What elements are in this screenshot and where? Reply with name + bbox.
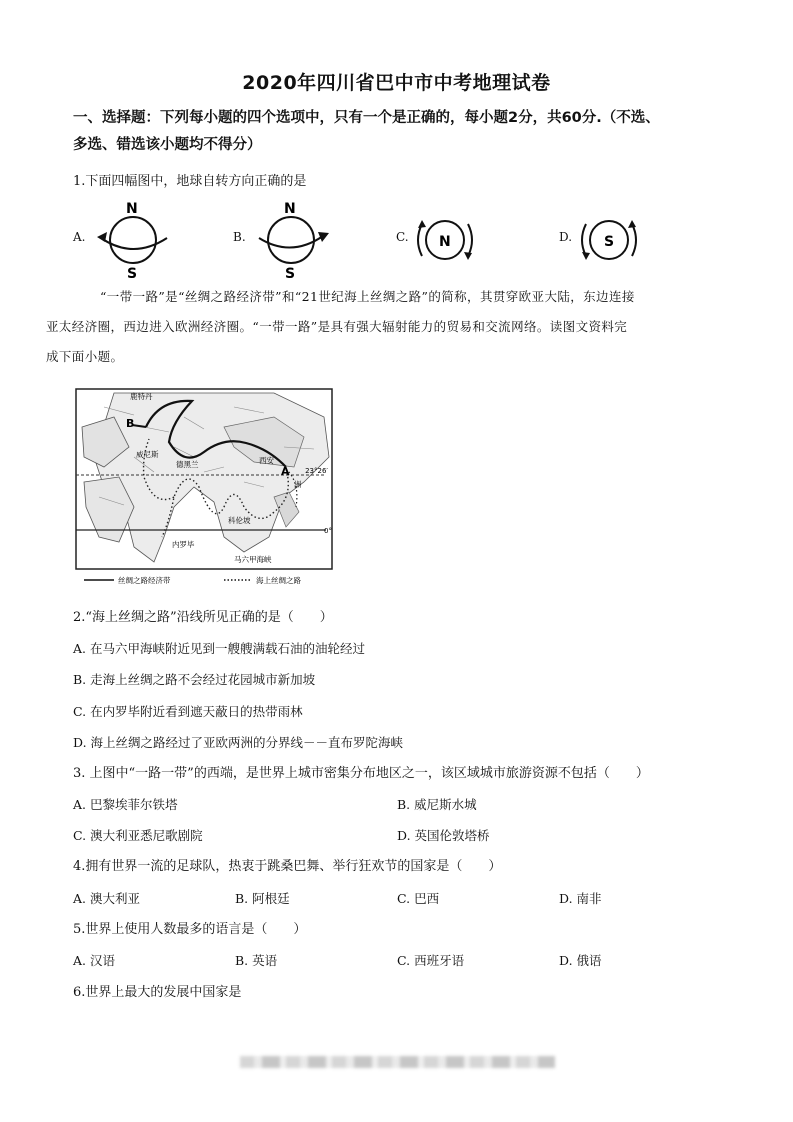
- polar-c-center: N: [439, 234, 451, 250]
- legend-sea-label: 海上丝绸之路: [256, 576, 301, 585]
- option-a-label: A.: [73, 230, 86, 244]
- reading-passage: [46, 282, 721, 372]
- map-label-tehran: 德黑兰: [176, 460, 199, 469]
- question-4-option-c: C. 巴西: [397, 891, 440, 906]
- question-2-option-a: A. 在马六甲海峡附近见到一艘艘满载石油的油轮经过: [73, 641, 365, 656]
- map-label-nairobi: 内罗毕: [172, 540, 195, 549]
- footer-watermark: [240, 1056, 555, 1068]
- question-2-option-c: C. 在内罗毕附近看到遮天蔽日的热带雨林: [73, 704, 303, 719]
- question-3-option-c: C. 澳大利亚悉尼歌剧院: [73, 828, 203, 843]
- polar-d-center: S: [604, 234, 615, 250]
- map-label-a: A: [281, 465, 290, 478]
- map-label-xian: 西安: [259, 456, 274, 465]
- map-label-zhou: 洲: [294, 480, 302, 489]
- question-1-stem: 1.下面四幅图中，地球自转方向正确的是: [73, 174, 307, 189]
- question-3-stem: 3. 上图中“一路一带”的西端，是世界上城市密集分布地区之一，该区域城市旅游资源不包括（ ）: [73, 766, 649, 781]
- map-label-b: B: [126, 417, 135, 430]
- question-5-option-b: B. 英语: [235, 953, 278, 968]
- option-d-label: D.: [559, 230, 573, 244]
- polar-d-figure: [574, 212, 644, 272]
- question-5-option-d: D. 俄语: [559, 953, 602, 968]
- map-label-tropic: 23°26′: [305, 467, 328, 475]
- globe-a-north: N: [126, 201, 138, 217]
- globe-b-north: N: [284, 201, 296, 217]
- passage-line3: 成下面小题。: [46, 349, 124, 364]
- section-heading-line2: 多选、错选该小题均不得分）: [73, 137, 262, 153]
- question-4-option-d: D. 南非: [559, 891, 602, 906]
- section-heading: [73, 105, 733, 159]
- globe-b-figure: [253, 200, 335, 280]
- question-3-option-d: D. 英国伦敦塔桥: [397, 828, 490, 843]
- map-label-malacca: 马六甲海峡: [234, 555, 272, 564]
- map-label-venice: 威尼斯: [136, 450, 159, 459]
- section-heading-line1: 一、选择题：下列每小题的四个选项中，只有一个是正确的，每小题2分，共60分.（不选、: [73, 110, 660, 126]
- passage-line1: “一带一路”是“丝绸之路经济带”和“21世纪海上丝绸之路”的简称，其贯穿欧亚大陆，东边连接: [100, 289, 635, 304]
- option-c-label: C.: [396, 230, 409, 244]
- question-4-option-b: B. 阿根廷: [235, 891, 290, 906]
- polar-c-figure: [410, 212, 480, 272]
- passage-line2: 亚太经济圈，西边进入欧洲经济圈。“一带一路”是具有强大辐射能力的贸易和交流网络。读图文资料完: [46, 319, 628, 334]
- question-1-options: [73, 200, 733, 282]
- question-3-option-a: A. 巴黎埃菲尔铁塔: [73, 797, 178, 812]
- question-6-stem: 6.世界上最大的发展中国家是: [73, 985, 242, 1000]
- option-b-label: B.: [233, 230, 246, 244]
- map-label-rotterdam: 鹿特丹: [130, 392, 153, 401]
- question-2-stem: 2.“海上丝绸之路”沿线所见正确的是（ ）: [73, 610, 333, 625]
- question-4-stem: 4.拥有世界一流的足球队，热衷于跳桑巴舞、举行狂欢节的国家是（ ）: [73, 859, 502, 874]
- question-3-option-b: B. 威尼斯水城: [397, 797, 477, 812]
- question-4-option-a: A. 澳大利亚: [73, 891, 140, 906]
- question-5-stem: 5.世界上使用人数最多的语言是（ ）: [73, 922, 307, 937]
- globe-b-south: S: [285, 266, 296, 280]
- question-2-option-b: B. 走海上丝绸之路不会经过花园城市新加坡: [73, 672, 316, 687]
- legend-land-label: 丝绸之路经济带: [118, 576, 171, 585]
- question-5-option-c: C. 西班牙语: [397, 953, 465, 968]
- map-label-colombo: 科伦坡: [228, 516, 251, 525]
- page-title: 2020年四川省巴中市中考地理试卷: [242, 72, 551, 94]
- question-2-option-d: D. 海上丝绸之路经过了亚欧两洲的分界线－－直布罗陀海峡: [73, 735, 404, 750]
- globe-a-south: S: [127, 266, 138, 280]
- belt-road-map: [74, 387, 336, 587]
- question-5-option-a: A. 汉语: [73, 953, 115, 968]
- globe-a-figure: [95, 200, 175, 280]
- map-label-equator: 0°: [324, 527, 332, 535]
